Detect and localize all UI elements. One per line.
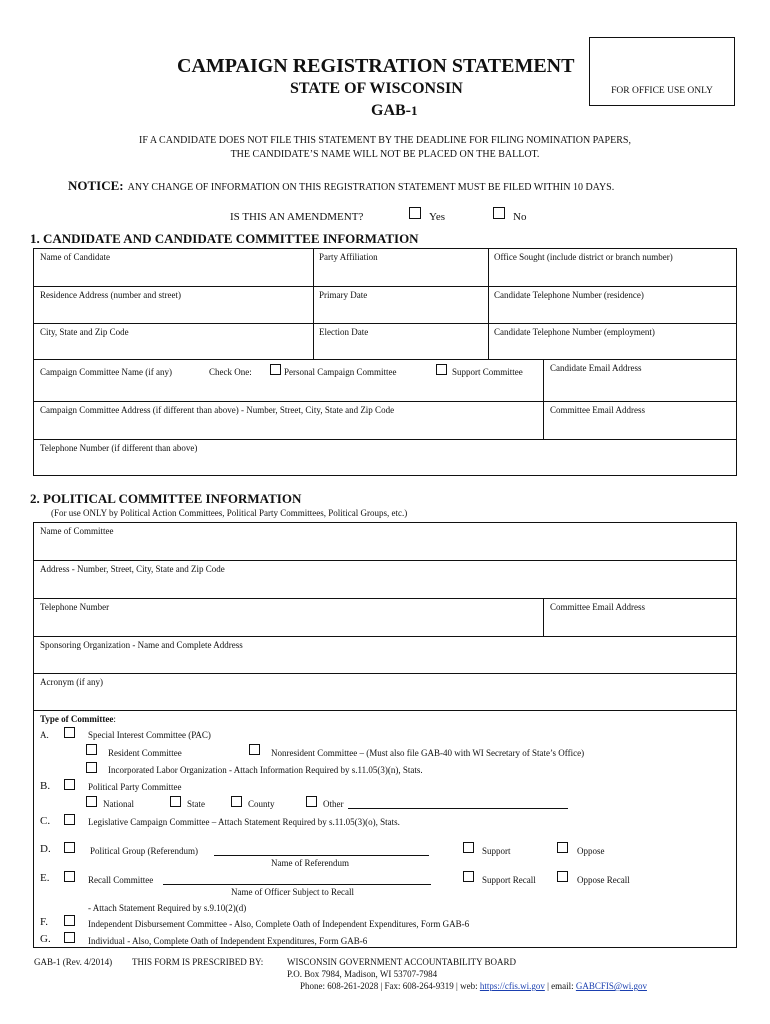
recall-checkbox[interactable] <box>64 871 75 882</box>
row-divider <box>33 560 737 561</box>
individual-label: Individual - Also, Complete Oath of Independent Expenditures, Form GAB-6 <box>88 936 368 946</box>
amendment-yes-label: Yes <box>429 211 446 223</box>
col-divider <box>543 598 544 636</box>
warning-line-2: THE CANDIDATE’S NAME WILL NOT BE PLACED ON THE BALLOT. <box>230 149 540 160</box>
email-link[interactable]: GABCFIS@wi.gov <box>575 981 647 991</box>
state-title: STATE OF WISCONSIN <box>290 80 463 97</box>
support-committee-label: Support Committee <box>452 367 523 377</box>
name-of-referendum-label: Name of Referendum <box>271 858 349 868</box>
row-divider <box>33 673 737 674</box>
amendment-no-checkbox[interactable] <box>493 207 505 219</box>
letter-d: D. <box>40 843 51 855</box>
committee-name-field[interactable]: Name of Committee <box>40 526 114 536</box>
web-link[interactable]: https://cfis.wi.gov <box>479 981 545 991</box>
national-checkbox[interactable] <box>86 796 97 807</box>
officer-line[interactable] <box>163 884 431 885</box>
primary-date-field[interactable]: Primary Date <box>319 290 368 300</box>
footer-board: WISCONSIN GOVERNMENT ACCOUNTABILITY BOARD <box>287 957 517 967</box>
resident-label: Resident Committee <box>108 748 182 758</box>
section1-title: 1. CANDIDATE AND CANDIDATE COMMITTEE INFORMATION <box>30 231 419 246</box>
political-group-label: Political Group (Referendum) <box>90 846 198 856</box>
col-divider <box>313 248 314 359</box>
referendum-line[interactable] <box>214 855 429 856</box>
committee-name-field[interactable]: Campaign Committee Name (if any) <box>40 367 172 377</box>
office-sought-field[interactable]: Office Sought (include district or branch number) <box>494 252 673 262</box>
section1-table <box>33 248 737 476</box>
party-committee-label: Political Party Committee <box>88 782 182 792</box>
type-of-committee-label: Type of Committee: <box>40 714 116 724</box>
pac-label: Special Interest Committee (PAC) <box>88 730 211 740</box>
party-affiliation-field[interactable]: Party Affiliation <box>319 252 378 262</box>
individual-checkbox[interactable] <box>64 932 75 943</box>
support-label: Support <box>482 846 511 856</box>
county-label: County <box>248 799 275 809</box>
amendment-yes-checkbox[interactable] <box>409 207 421 219</box>
other-checkbox[interactable] <box>306 796 317 807</box>
election-date-field[interactable]: Election Date <box>319 327 369 337</box>
col-divider <box>543 359 544 439</box>
committee-email-field[interactable]: Committee Email Address <box>550 405 645 415</box>
telephone-field[interactable]: Telephone Number <box>40 602 110 612</box>
committee-address-field[interactable]: Campaign Committee Address (if different than above) - Number, Street, City, State and Zip Code <box>40 405 395 415</box>
support-recall-label: Support Recall <box>482 875 536 885</box>
check-one-label: Check One: <box>209 367 252 377</box>
row-divider <box>33 439 737 440</box>
other-label: Other <box>323 799 344 809</box>
notice-text: ANY CHANGE OF INFORMATION ON THIS REGISTRATION STATEMENT MUST BE FILED WITHIN 10 DAYS. <box>127 182 615 193</box>
county-checkbox[interactable] <box>231 796 242 807</box>
personal-committee-label: Personal Campaign Committee <box>284 367 397 377</box>
letter-b: B. <box>40 780 51 792</box>
resident-checkbox[interactable] <box>86 744 97 755</box>
form-code: GAB-1 <box>371 102 418 119</box>
col-divider <box>488 248 489 359</box>
row-divider <box>33 710 737 711</box>
footer-rev: GAB-1 (Rev. 4/2014) <box>34 957 113 967</box>
amendment-question: IS THIS AN AMENDMENT? <box>230 211 364 223</box>
officer-subject-label: Name of Officer Subject to Recall <box>231 887 355 897</box>
row-divider <box>33 286 737 287</box>
letter-f: F. <box>40 916 48 928</box>
residence-address-field[interactable]: Residence Address (number and street) <box>40 290 181 300</box>
independent-checkbox[interactable] <box>64 915 75 926</box>
notice-label: NOTICE: <box>68 178 124 193</box>
oppose-checkbox[interactable] <box>557 842 568 853</box>
city-state-zip-field[interactable]: City, State and Zip Code <box>40 327 129 337</box>
state-checkbox[interactable] <box>170 796 181 807</box>
section2-title: 2. POLITICAL COMMITTEE INFORMATION <box>30 491 302 506</box>
footer-prescribed: THIS FORM IS PRESCRIBED BY: <box>132 957 264 967</box>
committee-email-field[interactable]: Committee Email Address <box>550 602 645 612</box>
independent-label: Independent Disbursement Committee - Also, Complete Oath of Independent Expenditures, Form GAB-6 <box>88 919 470 929</box>
pac-checkbox[interactable] <box>64 727 75 738</box>
support-checkbox[interactable] <box>463 842 474 853</box>
attach-statement-label: - Attach Statement Required by s.9.10(2)(d) <box>88 903 247 913</box>
support-recall-checkbox[interactable] <box>463 871 474 882</box>
national-label: National <box>103 799 134 809</box>
letter-g: G. <box>40 933 51 945</box>
candidate-email-field[interactable]: Candidate Email Address <box>550 363 642 373</box>
letter-a: A. <box>40 730 49 740</box>
phone-employment-field[interactable]: Candidate Telephone Number (employment) <box>494 327 655 337</box>
labor-label: Incorporated Labor Organization - Attach Information Required by s.11.05(3)(n), Stats. <box>108 765 423 775</box>
legislative-label: Legislative Campaign Committee – Attach Statement Required by s.11.05(3)(o), Stats. <box>88 817 400 827</box>
committee-address-field[interactable]: Address - Number, Street, City, State and Zip Code <box>40 564 225 574</box>
nonresident-label: Nonresident Committee – (Must also file GAB-40 with WI Secretary of State’s Office) <box>271 748 585 758</box>
letter-e: E. <box>40 872 50 884</box>
row-divider <box>33 359 737 360</box>
notice-line <box>68 177 614 195</box>
labor-checkbox[interactable] <box>86 762 97 773</box>
nonresident-checkbox[interactable] <box>249 744 260 755</box>
amendment-no-label: No <box>513 211 527 223</box>
sponsoring-org-field[interactable]: Sponsoring Organization - Name and Complete Address <box>40 640 243 650</box>
oppose-label: Oppose <box>577 846 605 856</box>
row-divider <box>33 401 737 402</box>
acronym-field[interactable]: Acronym (if any) <box>40 677 103 687</box>
telephone-diff-field[interactable]: Telephone Number (if different than above) <box>40 443 198 453</box>
footer-contact: Phone: 608-261-2028 | Fax: 608-264-9319 | web: https://cfis.wi.gov | email: GABCFIS@wi.gov <box>300 981 647 991</box>
row-divider <box>33 636 737 637</box>
recall-label: Recall Committee <box>88 875 154 885</box>
state-label: State <box>187 799 205 809</box>
other-line[interactable] <box>348 808 568 809</box>
warning-line-1: IF A CANDIDATE DOES NOT FILE THIS STATEMENT BY THE DEADLINE FOR FILING NOMINATION PAPERS, <box>139 135 631 146</box>
oppose-recall-label: Oppose Recall <box>577 875 630 885</box>
section2-subtitle: (For use ONLY by Political Action Committees, Political Party Committees, Political Groups, etc.) <box>51 508 408 518</box>
phone-residence-field[interactable]: Candidate Telephone Number (residence) <box>494 290 644 300</box>
name-of-candidate-field[interactable]: Name of Candidate <box>40 252 110 262</box>
support-committee-checkbox[interactable] <box>436 364 447 375</box>
office-use-box <box>589 37 735 106</box>
personal-committee-checkbox[interactable] <box>270 364 281 375</box>
oppose-recall-checkbox[interactable] <box>557 871 568 882</box>
political-group-checkbox[interactable] <box>64 842 75 853</box>
legislative-checkbox[interactable] <box>64 814 75 825</box>
row-divider <box>33 598 737 599</box>
office-use-label: FOR OFFICE USE ONLY <box>611 86 713 96</box>
party-committee-checkbox[interactable] <box>64 779 75 790</box>
letter-c: C. <box>40 815 51 827</box>
row-divider <box>33 323 737 324</box>
form-title: CAMPAIGN REGISTRATION STATEMENT <box>177 55 575 77</box>
footer-po-box: P.O. Box 7984, Madison, WI 53707-7984 <box>287 969 438 979</box>
